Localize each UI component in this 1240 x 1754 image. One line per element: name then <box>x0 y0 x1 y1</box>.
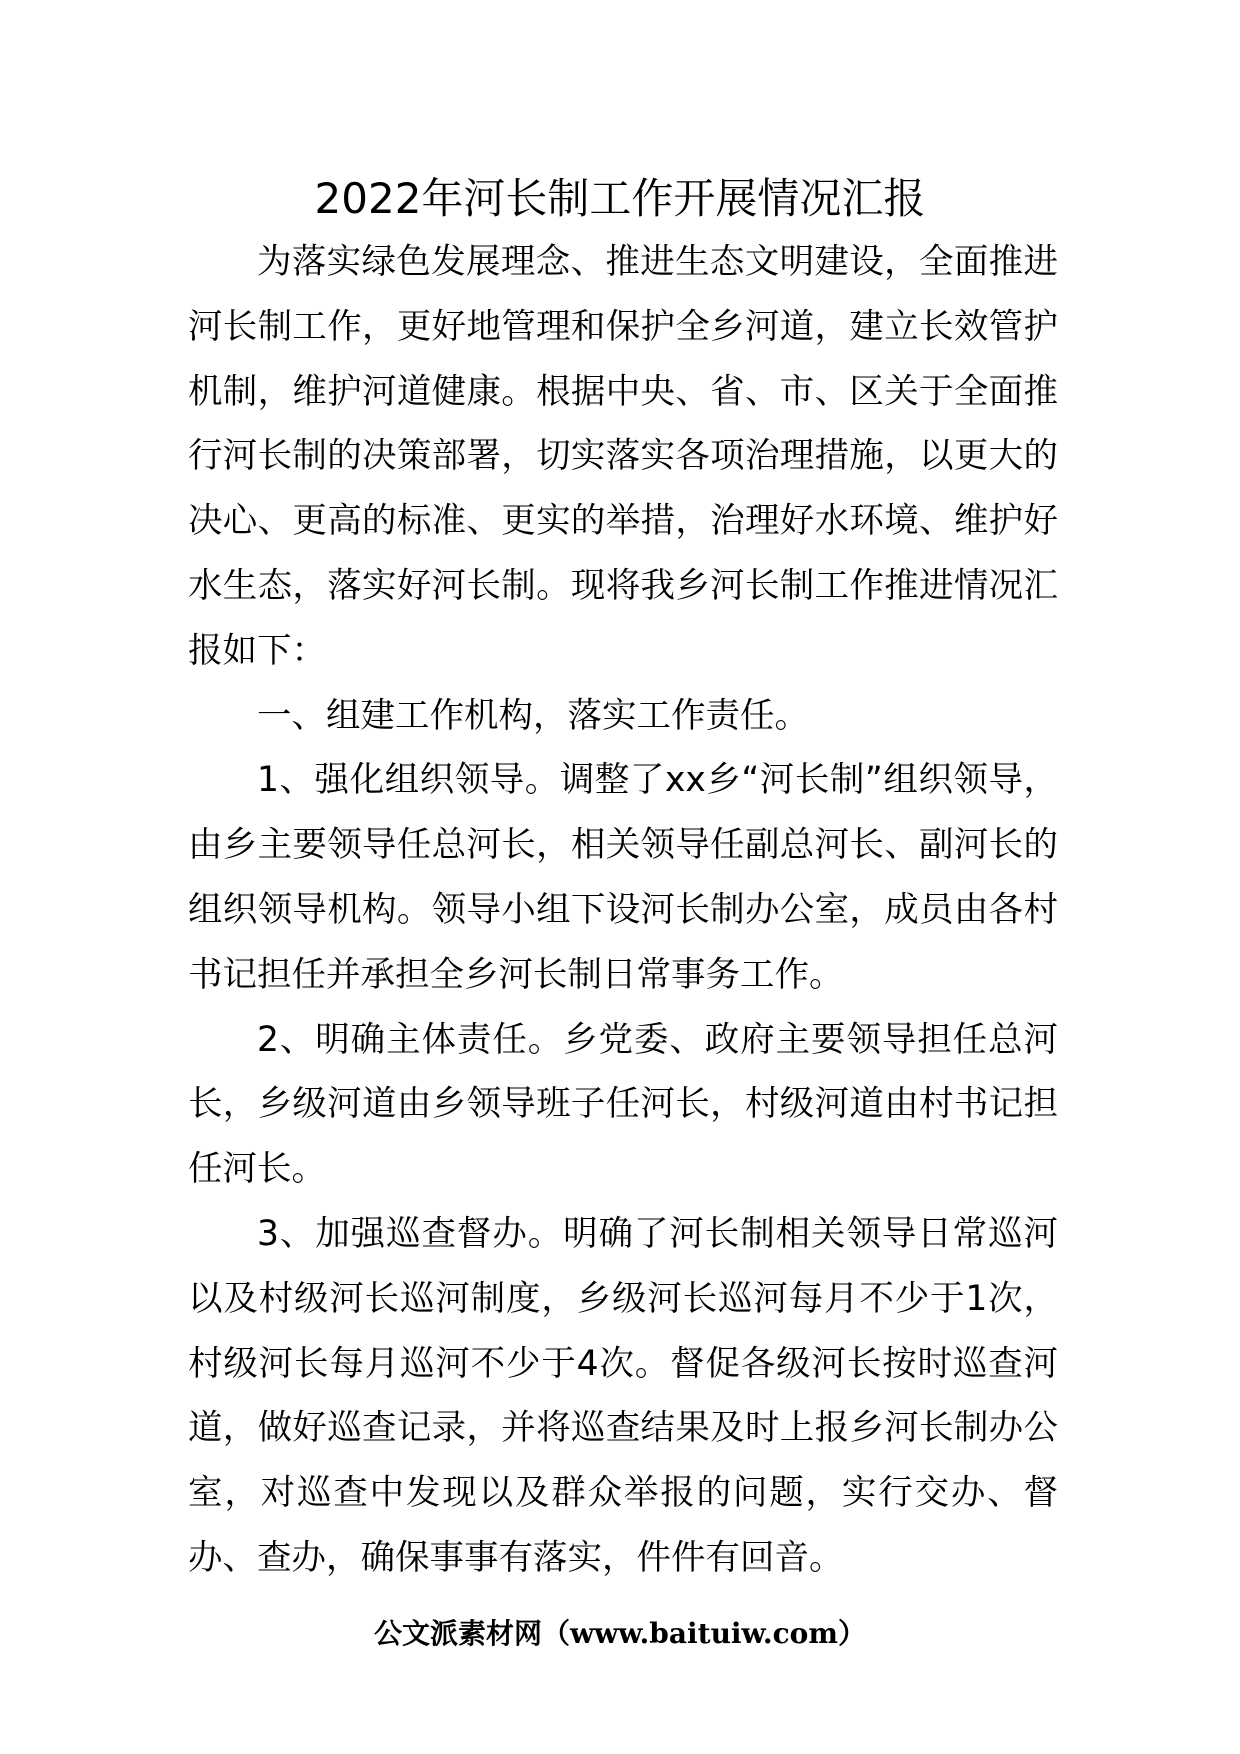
document-body <box>188 230 1058 1591</box>
paragraph-item-2: 2、明确主体责任。乡党委、政府主要领导担任总河长，乡级河道由乡领导班子任河长，村级河道由村书记担任河长。 <box>188 1019 1058 1190</box>
paragraph-intro: 为落实绿色发展理念、推进生态文明建设，全面推进河长制工作，更好地管理和保护全乡河道，建立长效管护机制，维护河道健康。根据中央、省、市、区关于全面推行河长制的决策部署，切实落实各项治理措施，以更大的决心、更高的标准、更实的举措，治理好水环境、维护好水生态，落实好河长制。现将我乡河长制工作推进情况汇报如下： <box>188 242 1058 671</box>
footer-watermark: 公文派素材网（www.baituiw.com） <box>374 1617 866 1650</box>
paragraph-item-1: 1、强化组织领导。调整了xx乡“河长制”组织领导，由乡主要领导任总河长，相关领导任副总河长、副河长的组织领导机构。领导小组下设河长制办公室，成员由各村书记担任并承担全乡河长制日常事务工作。 <box>188 760 1058 995</box>
document-title: 2022年河长制工作开展情况汇报 <box>314 174 926 223</box>
section-heading-1: 一、组建工作机构，落实工作责任。 <box>257 695 809 736</box>
paragraph-item-3: 3、加强巡查督办。明确了河长制相关领导日常巡河以及村级河长巡河制度，乡级河长巡河每月不少于1次，村级河长每月巡河不少于4次。督促各级河长按时巡查河道，做好巡查记录，并将巡查结果及时上报乡河长制办公室，对巡查中发现以及群众举报的问题，实行交办、督办、查办，确保事事有落实，件件有回音。 <box>188 1213 1058 1578</box>
